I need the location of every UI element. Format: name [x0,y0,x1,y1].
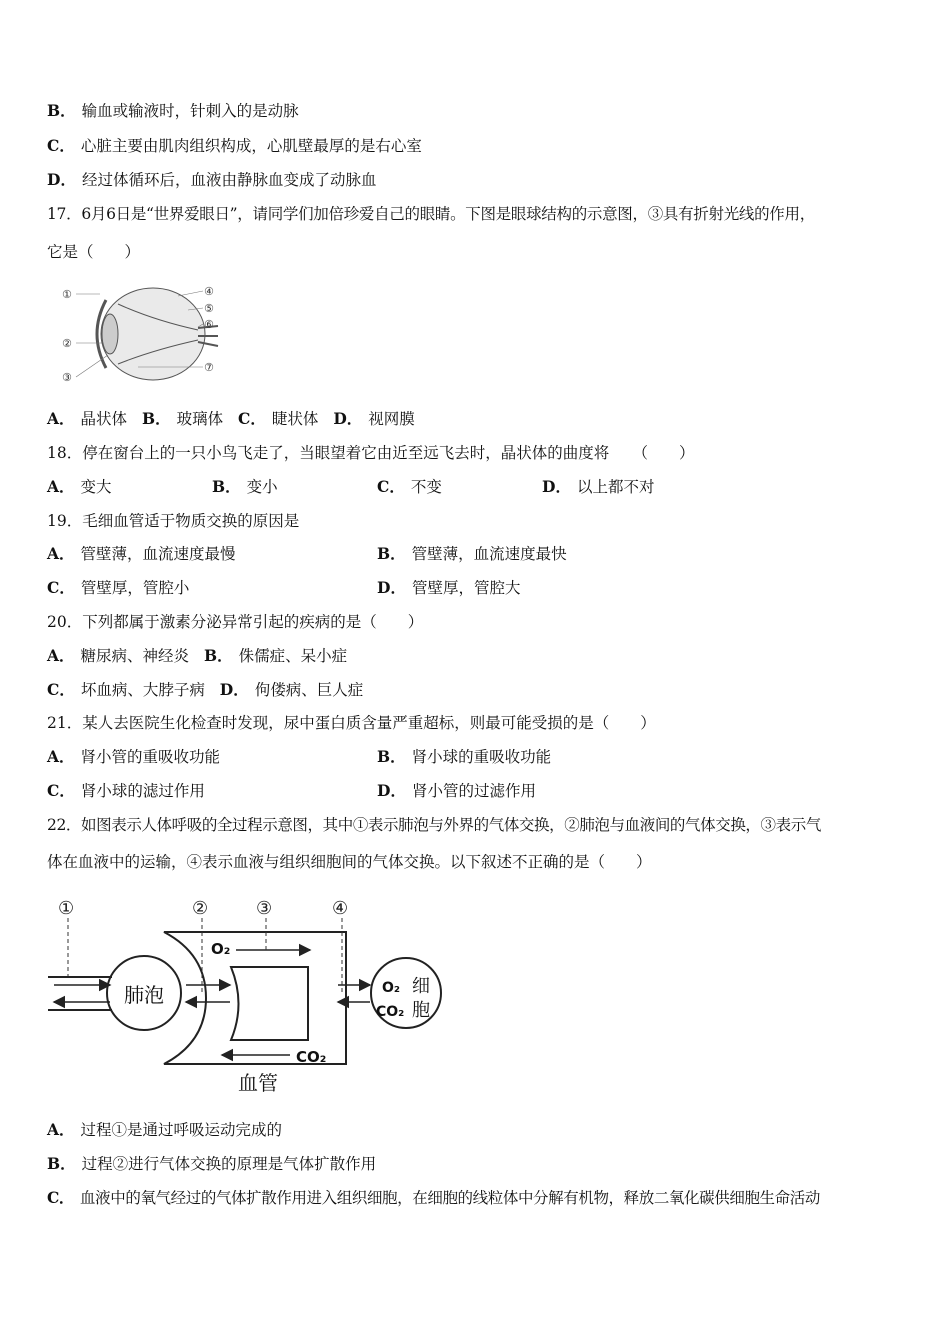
q17-stem-line2: 它是（ ） [47,243,141,261]
option-label: D． [219,680,249,699]
option-text: 玻璃体 [176,410,224,428]
option-label: D． [377,578,406,597]
option-text: 肾小管的过滤作用 [411,782,536,800]
q21-option-c[interactable] [47,781,205,801]
q22-option-b[interactable] [47,1154,376,1174]
o2-label-cell: O₂ [382,980,401,996]
option-text: 不变 [410,478,442,496]
option-label: D． [542,477,571,496]
q20-stem: 20．下列都属于激素分泌异常引起的疾病的是（ ） [47,613,424,631]
q18-options [47,477,907,497]
q17-option-c[interactable] [238,410,318,428]
option-label: A． [47,747,75,766]
co2-label-cell: CO₂ [376,1004,405,1020]
q19-option-a[interactable] [47,544,236,564]
q21-option-d[interactable] [377,781,536,801]
q21-stem: 21．某人去医院生化检查时发现，尿中蛋白质含量严重超标，则最可能受损的是（ ） [47,714,656,732]
option-label: B． [141,409,171,428]
option-text: 肾小球的滤过作用 [80,782,205,800]
option-label: B． [377,544,406,563]
q21-option-b[interactable] [377,747,551,767]
q19-options-row2 [47,578,907,598]
q20-option-c[interactable] [47,681,205,699]
option-text: 血液中的氧气经过的气体扩散作用进入组织细胞，在细胞的线粒体中分解有机物，释放二氧化碳供细胞生命活动 [80,1189,820,1207]
option-label: D． [377,781,406,800]
option-label: D． [333,409,363,428]
marker-3: ③ [62,371,72,384]
option-text: 佝偻病、巨人症 [254,681,364,699]
option-label: B． [47,1154,76,1173]
option-text: 变大 [80,478,112,496]
option-label: C． [47,781,75,800]
marker-4: ④ [332,898,349,919]
option-text: 以上都不对 [576,478,655,496]
alveolus-label: 肺泡 [124,983,164,1007]
q19-option-c[interactable] [47,578,189,598]
lens [102,314,118,354]
marker-1: ① [58,898,75,919]
option-label: A． [47,1120,75,1139]
option-text: 过程①是通过呼吸运动完成的 [80,1121,283,1139]
option-text: 坏血病、大脖子病 [80,681,205,699]
q20-option-a[interactable] [47,647,189,665]
option-text: 管壁薄，血流速度最快 [411,545,567,563]
q17-option-b[interactable] [142,410,223,428]
option-label: C． [238,409,266,428]
q19-option-b[interactable] [377,544,567,564]
q16-option-d[interactable] [47,170,376,190]
q19-options-row1 [47,544,907,564]
option-label: D． [47,170,76,189]
marker-3: ③ [256,898,273,919]
option-text: 管壁厚，管腔小 [80,579,190,597]
option-text: 管壁薄，血流速度最慢 [80,545,236,563]
q19-stem: 19．毛细血管适于物质交换的原因是 [47,512,300,530]
q18-option-c[interactable] [377,477,442,497]
option-label: C． [377,477,405,496]
option-label: B． [377,747,406,766]
option-label: B． [203,646,233,665]
q18-option-b[interactable] [212,477,278,497]
q21-options-row2 [47,781,907,801]
marker-2: ② [192,898,209,919]
marker-4: ④ [204,285,214,298]
option-label: B． [47,101,76,120]
q18-stem: 18．停在窗台上的一只小鸟飞走了，当眼望着它由近至远飞去时，晶状体的曲度将 （ ） [47,444,695,462]
option-label: A． [47,477,75,496]
cell-label-top: 细 [412,976,430,997]
option-text: 输血或输液时，针刺入的是动脉 [81,102,299,120]
q20-options-row2 [47,680,363,700]
marker-6: ⑥ [204,318,214,331]
option-text: 晶状体 [80,410,128,428]
q21-options-row1 [47,747,907,767]
co2-label-bottom: CO₂ [296,1048,327,1066]
q20-option-b[interactable] [204,647,347,665]
option-label: C． [47,680,75,699]
q21-option-a[interactable] [47,747,220,767]
option-label: B． [212,477,241,496]
option-text: 侏儒症、呆小症 [238,647,348,665]
option-text: 管壁厚，管腔大 [411,579,521,597]
marker-2: ② [62,337,72,350]
option-text: 肾小球的重吸收功能 [411,748,552,766]
option-text: 糖尿病、神经炎 [80,647,190,665]
marker-5: ⑤ [204,302,214,315]
option-text: 经过体循环后，血液由静脉血变成了动脉血 [81,171,377,189]
q17-stem-line1: 17．6月6日是“世界爱眼日”，请同学们加倍珍爱自己的眼睛。下图是眼球结构的示意图，③具有折射光线的作用， [47,205,815,223]
option-label: C． [47,1188,75,1207]
q19-option-d[interactable] [377,578,520,598]
option-text: 睫状体 [271,410,319,428]
option-text: 视网膜 [368,410,415,428]
q16-option-c[interactable] [47,136,422,156]
cell-label-bottom: 胞 [412,1000,430,1021]
option-label: A． [47,646,75,665]
q17-option-a[interactable] [47,410,127,428]
q20-options-row1 [47,646,347,666]
q22-stem-line2: 体在血液中的运输，④表示血液与组织细胞间的气体交换。以下叙述不正确的是（ ） [47,853,652,871]
option-text: 心脏主要由肌肉组织构成，心肌壁最厚的是右心室 [80,137,422,155]
marker-1: ① [62,288,72,301]
eyeball-diagram [58,280,223,388]
option-text: 过程②进行气体交换的原理是气体扩散作用 [81,1155,377,1173]
q18-option-d[interactable] [542,477,654,497]
option-label: A． [47,544,75,563]
q22-stem-line1: 22．如图表示人体呼吸的全过程示意图，其中①表示肺泡与外界的气体交换，②肺泡与血液间的气体交换，③表示气 [47,816,821,834]
marker-7: ⑦ [204,361,214,374]
q20-option-d[interactable] [220,681,363,699]
q16-option-b[interactable] [47,101,299,121]
blood-vessel [164,932,346,1064]
respiration-diagram [46,892,446,1097]
q22-option-c[interactable] [47,1188,820,1208]
o2-label-top: O₂ [211,940,231,958]
q17-option-d[interactable] [333,410,414,428]
option-text: 肾小管的重吸收功能 [80,748,221,766]
option-label: A． [47,409,75,428]
option-label: C． [47,136,75,155]
q22-option-a[interactable] [47,1120,282,1140]
vessel-label: 血管 [238,1071,278,1095]
q18-option-a[interactable] [47,477,112,497]
option-text: 变小 [246,478,278,496]
option-label: C． [47,578,75,597]
q17-options [47,409,415,429]
